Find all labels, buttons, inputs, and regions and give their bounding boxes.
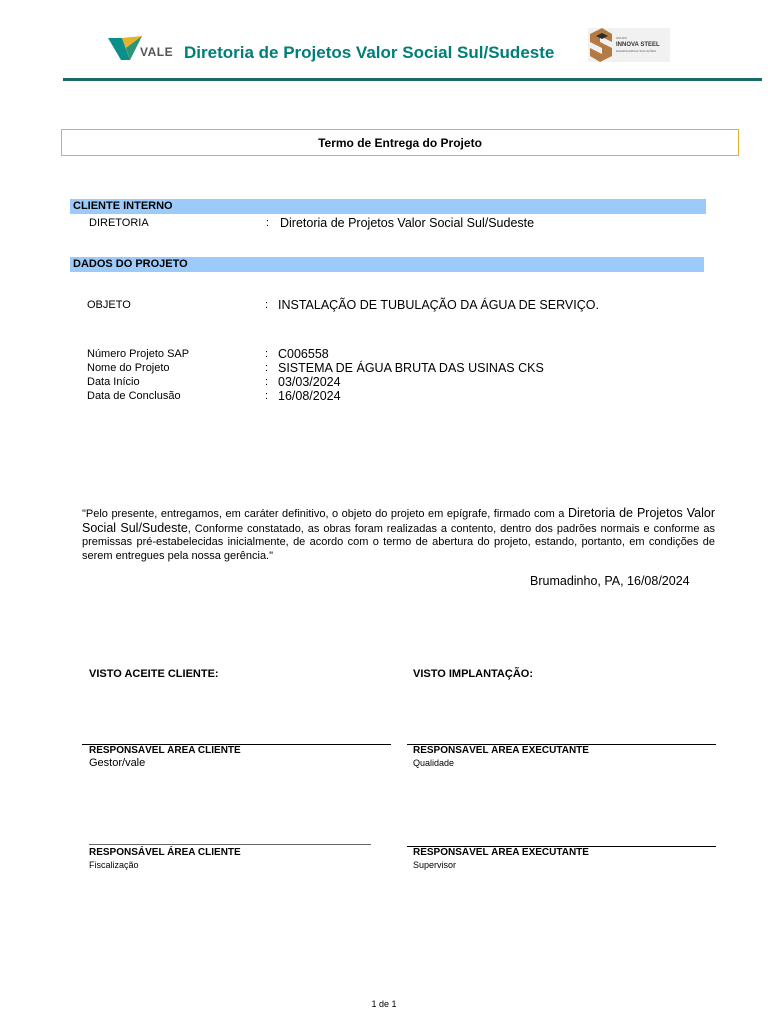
field-value-nome-projeto: SISTEMA DE ÁGUA BRUTA DAS USINAS CKS bbox=[278, 361, 544, 375]
page-number: 1 de 1 bbox=[371, 999, 397, 1009]
visto-implantacao-label: VISTO IMPLANTAÇÃO: bbox=[413, 668, 533, 680]
header-title: Diretoria de Projetos Valor Social Sul/Sudeste bbox=[184, 43, 555, 62]
signature-name-cliente: Gestor/vale bbox=[89, 757, 146, 769]
signature-role-executante: RESPONSÁVEL ÁREA EXECUTANTE bbox=[413, 745, 589, 756]
declaration-paragraph bbox=[82, 507, 715, 563]
field-separator: : bbox=[265, 362, 269, 374]
declaration-text-start: "Pelo presente, entregamos, em caráter definitivo, o objeto do projeto em epígrafe, firmado com a bbox=[82, 508, 565, 520]
field-label-numero-sap: Número Projeto SAP bbox=[87, 348, 190, 360]
signature-role-cliente: RESPONSÁVEL ÁREA CLIENTE bbox=[89, 847, 241, 858]
field-separator: : bbox=[265, 376, 269, 388]
place-date: Brumadinho, PA, 16/08/2024 bbox=[530, 574, 690, 588]
field-label-data-inicio: Data Início bbox=[87, 376, 140, 388]
field-separator: : bbox=[265, 299, 269, 311]
field-label-data-conclusao: Data de Conclusão bbox=[87, 390, 181, 402]
field-label-objeto: OBJETO bbox=[87, 299, 131, 311]
declaration-text-end: , Conforme constatado, as obras foram realizadas a contento, dentro dos padrões normais e conforme as premissas pré-estabelecidas inicialmente, de acordo com o termo de abertura do projeto, estando, portanto, em condições de serem entregues pela nossa gerência." bbox=[82, 522, 715, 562]
partner-logo-small-text: GRUPO bbox=[616, 36, 628, 40]
field-value-diretoria: Diretoria de Projetos Valor Social Sul/Sudeste bbox=[280, 216, 535, 230]
document-title-box bbox=[61, 129, 739, 156]
visto-aceite-cliente-label: VISTO ACEITE CLIENTE: bbox=[89, 668, 219, 680]
section-heading-cliente-interno: CLIENTE INTERNO bbox=[70, 199, 706, 214]
vale-logo-icon bbox=[108, 34, 144, 62]
field-separator: : bbox=[265, 348, 269, 360]
field-label-diretoria: DIRETORIA bbox=[89, 217, 149, 229]
field-separator: : bbox=[265, 390, 269, 402]
vale-logo-text: VALE bbox=[140, 45, 174, 59]
field-value-objeto: INSTALAÇÃO DE TUBULAÇÃO DA ÁGUA DE SERVIÇO. bbox=[278, 298, 599, 312]
document-title: Termo de Entrega do Projeto bbox=[318, 136, 482, 150]
header-divider bbox=[63, 78, 762, 81]
signature-name-executante: Supervisor bbox=[413, 860, 457, 870]
partner-logo-text: INNOVA STEEL bbox=[616, 42, 660, 48]
signature-name-executante: Qualidade bbox=[413, 758, 455, 768]
signature-role-executante: RESPONSÁVEL ÁREA EXECUTANTE bbox=[413, 847, 589, 858]
field-value-numero-sap: C006558 bbox=[278, 347, 329, 361]
partner-logo-subtext: ENGENHARIA E SOLUÇÕES bbox=[616, 49, 657, 53]
innova-steel-icon bbox=[588, 28, 618, 62]
field-value-data-conclusao: 16/08/2024 bbox=[278, 389, 341, 403]
signature-role-cliente: RESPONSÁVEL ÁREA CLIENTE bbox=[89, 745, 241, 756]
field-label-nome-projeto: Nome do Projeto bbox=[87, 362, 170, 374]
signature-line bbox=[89, 844, 371, 845]
field-separator: : bbox=[266, 217, 270, 229]
signature-name-cliente: Fiscalização bbox=[89, 860, 139, 870]
declaration-client-name: Diretoria de Projetos Valor Social Sul/Sudeste bbox=[82, 506, 715, 535]
field-value-data-inicio: 03/03/2024 bbox=[278, 375, 341, 389]
section-heading-dados-projeto: DADOS DO PROJETO bbox=[70, 257, 704, 272]
